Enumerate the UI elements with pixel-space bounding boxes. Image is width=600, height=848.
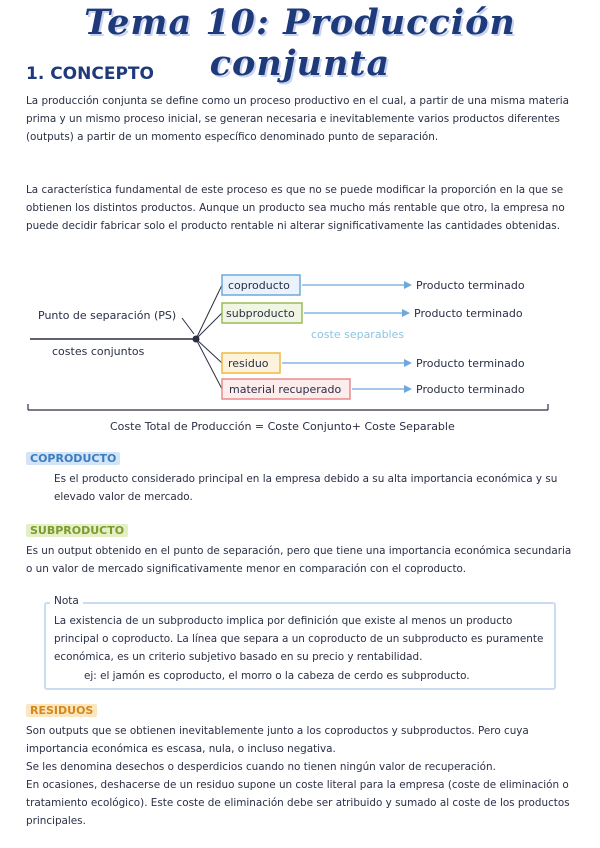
coproducto-text: Es el producto considerado principal en la empresa debido a su alta importancia económica y su elevado valor de mercado. [54,473,558,503]
branch-line-residuo [196,339,222,363]
arrowhead-subproducto [402,309,410,317]
joint-production-diagram [0,262,600,437]
output-label-coproducto: Producto terminado [416,279,525,292]
coproducto-heading: COPRODUCTO [26,452,120,465]
material-box-label: material recuperado [229,383,342,396]
arrowhead-material [404,385,412,393]
branch-line-coproducto [196,285,222,339]
output-label-material: Producto terminado [416,383,525,396]
concept-paragraph-2: La característica fundamental de este proceso es que no se puede modificar la proporción en la que se obtienen los distintos productos. Aunque un producto sea mucho más rentable que otro, la empresa no puede decidir fabricar solo el producto rentable ni alterar significativamente las cantidades obtenidas. [26,184,565,232]
output-label-residuo: Producto terminado [416,357,525,370]
residuos-text-3: En ocasiones, deshacerse de un residuo supone un coste literal para la empresa (coste de eliminación o tratamiento ecológico). Este coste de eliminación debe ser atribuido y sumado al coste de los productos principales. [26,779,570,827]
split-point-label: Punto de separación (PS) [38,309,177,322]
page-title: Tema 10: Producción conjunta [84,2,516,84]
output-label-subproducto: Producto terminado [414,307,523,320]
note-text: La existencia de un subproducto implica por definición que existe al menos un producto principal o coproducto. La línea que separa a un coproducto de un subproducto es puramente económica, es un criterio subjetivo basado en su precio y rentabilidad. [54,615,544,663]
coproducto-box-label: coproducto [228,279,290,292]
residuos-heading: RESIDUOS [26,704,97,717]
subproducto-box-label: subproducto [226,307,295,320]
separable-costs-label: coste separables [311,328,405,341]
residuo-box-label: residuo [228,357,269,370]
concept-paragraph-1: La producción conjunta se define como un proceso productivo en el cual, a partir de una misma materia prima y un mismo proceso inicial, se generan necesaria e inevitablemente varios productos diferentes (outputs) a partir de un momento específico denominado punto de separación. [26,95,570,143]
subproducto-heading: SUBPRODUCTO [26,524,128,537]
note-label: Nota [50,595,83,607]
arrowhead-residuo [404,359,412,367]
total-cost-formula: Coste Total de Producción = Coste Conjunto+ Coste Separable [110,420,455,433]
branch-line-material [196,339,222,389]
branch-line-subproducto [196,313,222,339]
split-point-pointer [182,318,194,334]
subproducto-text: Es un output obtenido en el punto de separación, pero que tiene una importancia económica secundaria o un valor de mercado significativamente menor en comparación con el coproducto. [26,545,572,575]
joint-costs-label: costes conjuntos [52,345,145,358]
residuos-text-1: Son outputs que se obtienen inevitablemente junto a los coproductos y subproductos. Pero cuya importancia económica es escasa, nula, o incluso negativa. [26,725,529,755]
residuos-text-2: Se les denomina desechos o desperdicios cuando no tienen ningún valor de recuperación. [26,761,496,773]
arrowhead-coproducto [404,281,412,289]
note-example: ej: el jamón es coproducto, el morro o la cabeza de cerdo es subproducto. [84,670,470,682]
section-heading-concepto: 1. CONCEPTO [26,64,154,84]
